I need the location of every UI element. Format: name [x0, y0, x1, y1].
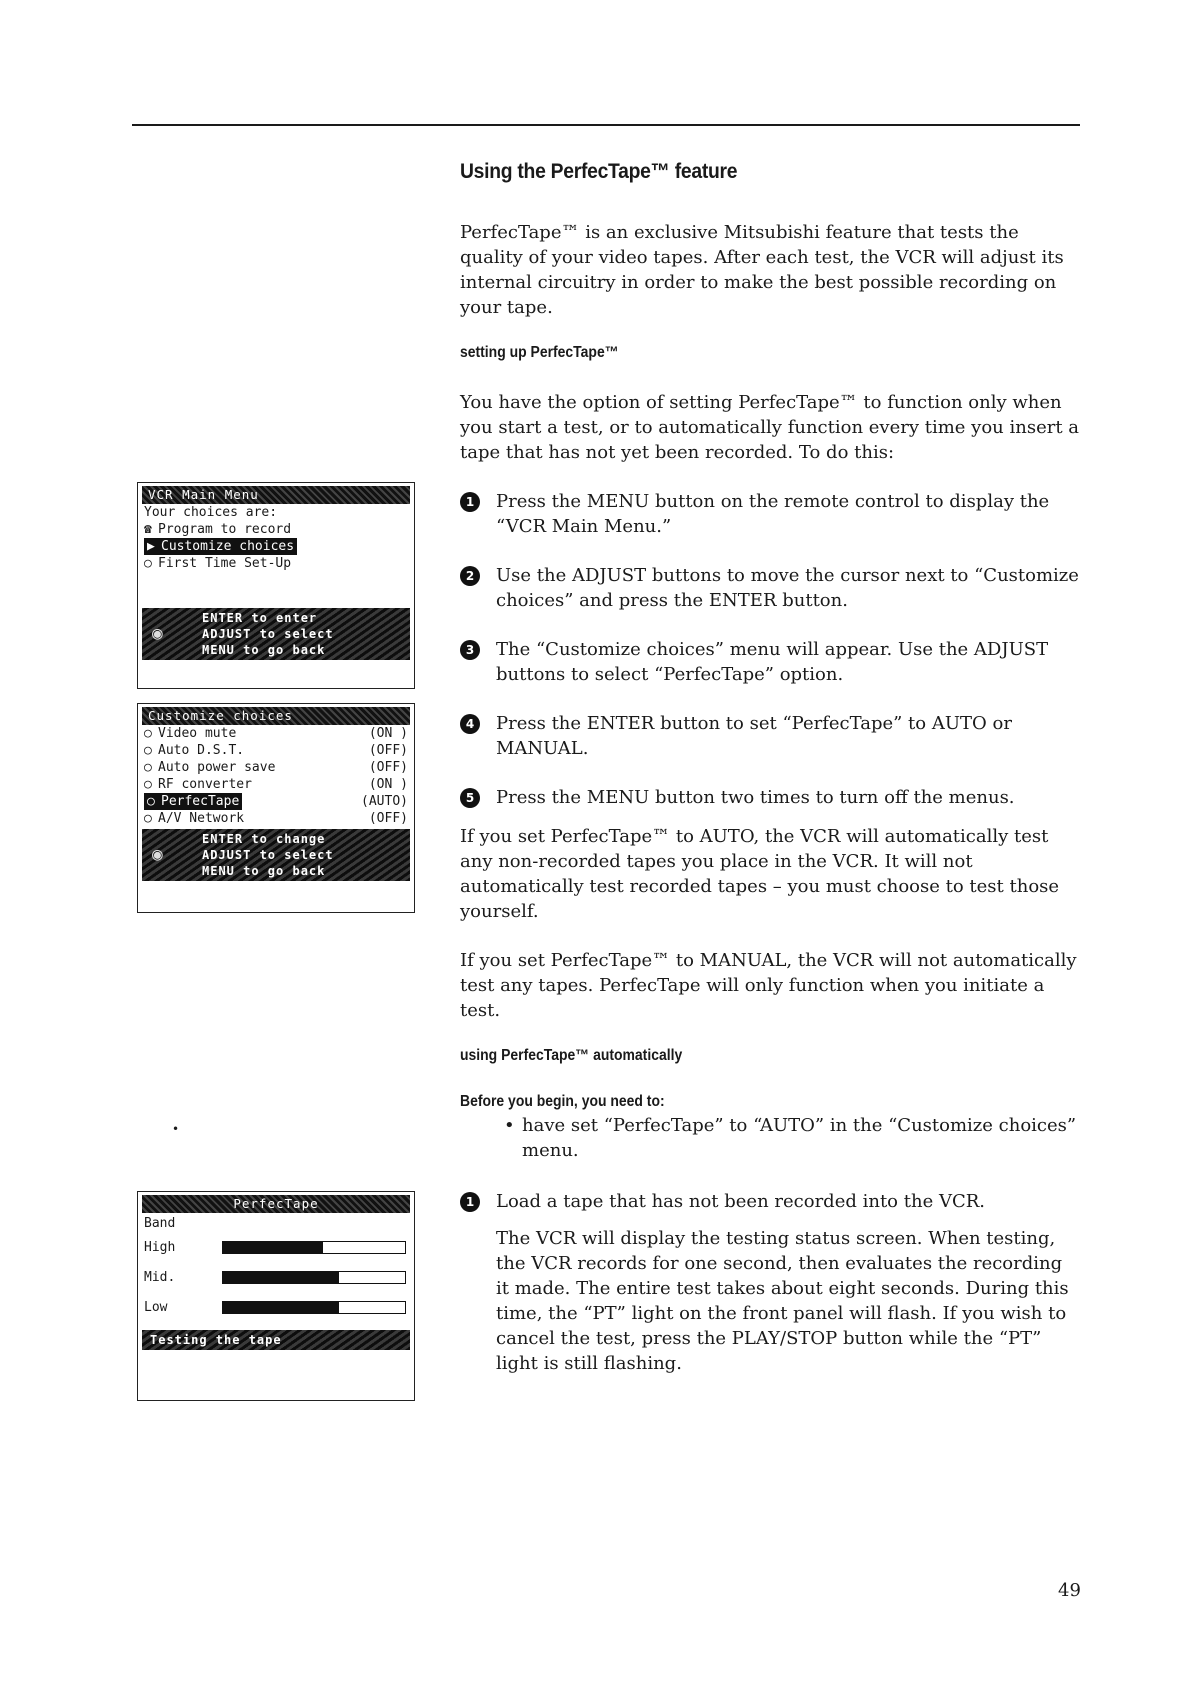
band-row [138, 1292, 414, 1322]
band-label: Low [144, 1299, 168, 1315]
setup-step: 1 Press the MENU button on the remote control to display the “VCR Main Menu.” [460, 489, 1080, 539]
osd-line-selected: ▶ Customize choices [138, 538, 414, 555]
band-row [138, 1262, 414, 1292]
step-number: 3 [460, 640, 480, 660]
page-title: Using the PerfecTape™ feature [460, 160, 738, 183]
band-row [138, 1232, 414, 1262]
setup-heading: setting up PerfecTape™ [460, 344, 619, 361]
setup-step: 2 Use the ADJUST buttons to move the cursor next to “Customize choices” and press the ENTER button. [460, 563, 1080, 613]
customize-choices-screen [137, 703, 415, 913]
osd-line: ☎ Program to record [144, 522, 292, 537]
setup-paragraph: You have the option of setting PerfecTape™ to function only when you start a test, or to automatically function every time you insert a tape that has not yet been recorded. To do this: [460, 392, 1080, 463]
osd-title: PerfecTape [142, 1195, 410, 1213]
circle-icon: ○ [144, 777, 152, 792]
step-number: 5 [460, 788, 480, 808]
circle-icon: ○ [144, 811, 152, 826]
phone-icon: ☎ [144, 522, 152, 537]
auto-paragraph: If you set PerfecTape™ to AUTO, the VCR will automatically test any non-recorded tapes you place in the VCR. It will not automatically test recorded tapes – you must choose to test those yourself. [460, 826, 1060, 922]
vcr-main-menu-screen [137, 482, 415, 689]
level-bar-fill [223, 1242, 323, 1253]
band-label: Band [144, 1216, 176, 1231]
osd-line: ○ First Time Set-Up [144, 556, 292, 571]
auto-step-detail: The VCR will display the testing status screen. When testing, the VCR records for one second, then evaluates the recording it made. The entire test takes about eight seconds. During this time, the “PT” light on the front panel will flash. If you wish to cancel the test, press the PLAY/STOP button while the “PT” light is still flashing. [496, 1228, 1069, 1374]
setup-step: 5 Press the MENU button two times to turn off the menus. [460, 785, 1080, 810]
level-bar [222, 1301, 406, 1314]
circle-icon: ○ [144, 760, 152, 775]
osd-title: VCR Main Menu [142, 486, 410, 504]
osd-footer: ◉ ENTER to change ADJUST to select MENU to go back [142, 829, 410, 881]
cursor-icon: ▶ [147, 539, 155, 554]
osd-title: Customize choices [142, 707, 410, 725]
prerequisite-bullet: • have set “PerfecTape” to “AUTO” in the “Customize choices” menu. [504, 1115, 1077, 1161]
osd-footer: ◉ ENTER to enter ADJUST to select MENU to go back [142, 608, 410, 660]
circle-icon: ○ [147, 794, 155, 809]
header-rule [132, 124, 1080, 126]
osd-line: Your choices are: [144, 505, 278, 520]
osd-option-selected: ○ PerfecTape (AUTO) [138, 793, 414, 810]
level-bar-fill [223, 1302, 339, 1313]
eye-icon: ◉ [152, 844, 164, 865]
circle-icon: ○ [144, 726, 152, 741]
intro-paragraph: PerfecTape™ is an exclusive Mitsubishi feature that tests the quality of your video tapes. After each test, the VCR will adjust its internal circuitry in order to make the best possible recording on your tape. [460, 222, 1064, 318]
stray-mark: • [172, 1122, 180, 1136]
auto-heading: using PerfecTape™ automatically [460, 1047, 683, 1064]
level-bar [222, 1271, 406, 1284]
level-bar-fill [223, 1272, 339, 1283]
level-bar [222, 1241, 406, 1254]
osd-option: ○ A/V Network (OFF) [144, 811, 408, 826]
step-number: 2 [460, 566, 480, 586]
setup-step: 4 Press the ENTER button to set “PerfecTape” to AUTO or MANUAL. [460, 711, 1080, 761]
osd-option: ○ Auto power save (OFF) [144, 760, 408, 775]
eye-icon: ◉ [152, 623, 164, 644]
step-number: 1 [460, 492, 480, 512]
main-content [460, 160, 1080, 1400]
band-label: Mid. [144, 1269, 176, 1285]
osd-footer: Testing the tape [142, 1330, 410, 1350]
before-heading: Before you begin, you need to: [460, 1093, 665, 1110]
osd-option: ○ Video mute (ON ) [144, 726, 408, 741]
manual-paragraph: If you set PerfecTape™ to MANUAL, the VCR will not automatically test any tapes. PerfecTape will only function when you initiate a test. [460, 950, 1077, 1021]
step-number: 1 [460, 1192, 480, 1212]
perfectape-test-screen [137, 1191, 415, 1401]
auto-step: 1 Load a tape that has not been recorded into the VCR. [460, 1189, 1080, 1214]
step-number: 4 [460, 714, 480, 734]
osd-option: ○ RF converter (ON ) [144, 777, 408, 792]
circle-icon: ○ [144, 743, 152, 758]
band-label: High [144, 1239, 176, 1255]
osd-option: ○ Auto D.S.T. (OFF) [144, 743, 408, 758]
circle-icon: ○ [144, 556, 152, 571]
setup-step: 3 The “Customize choices” menu will appear. Use the ADJUST buttons to select “PerfecTape” option. [460, 637, 1080, 687]
page-number: 49 [1058, 1580, 1081, 1601]
